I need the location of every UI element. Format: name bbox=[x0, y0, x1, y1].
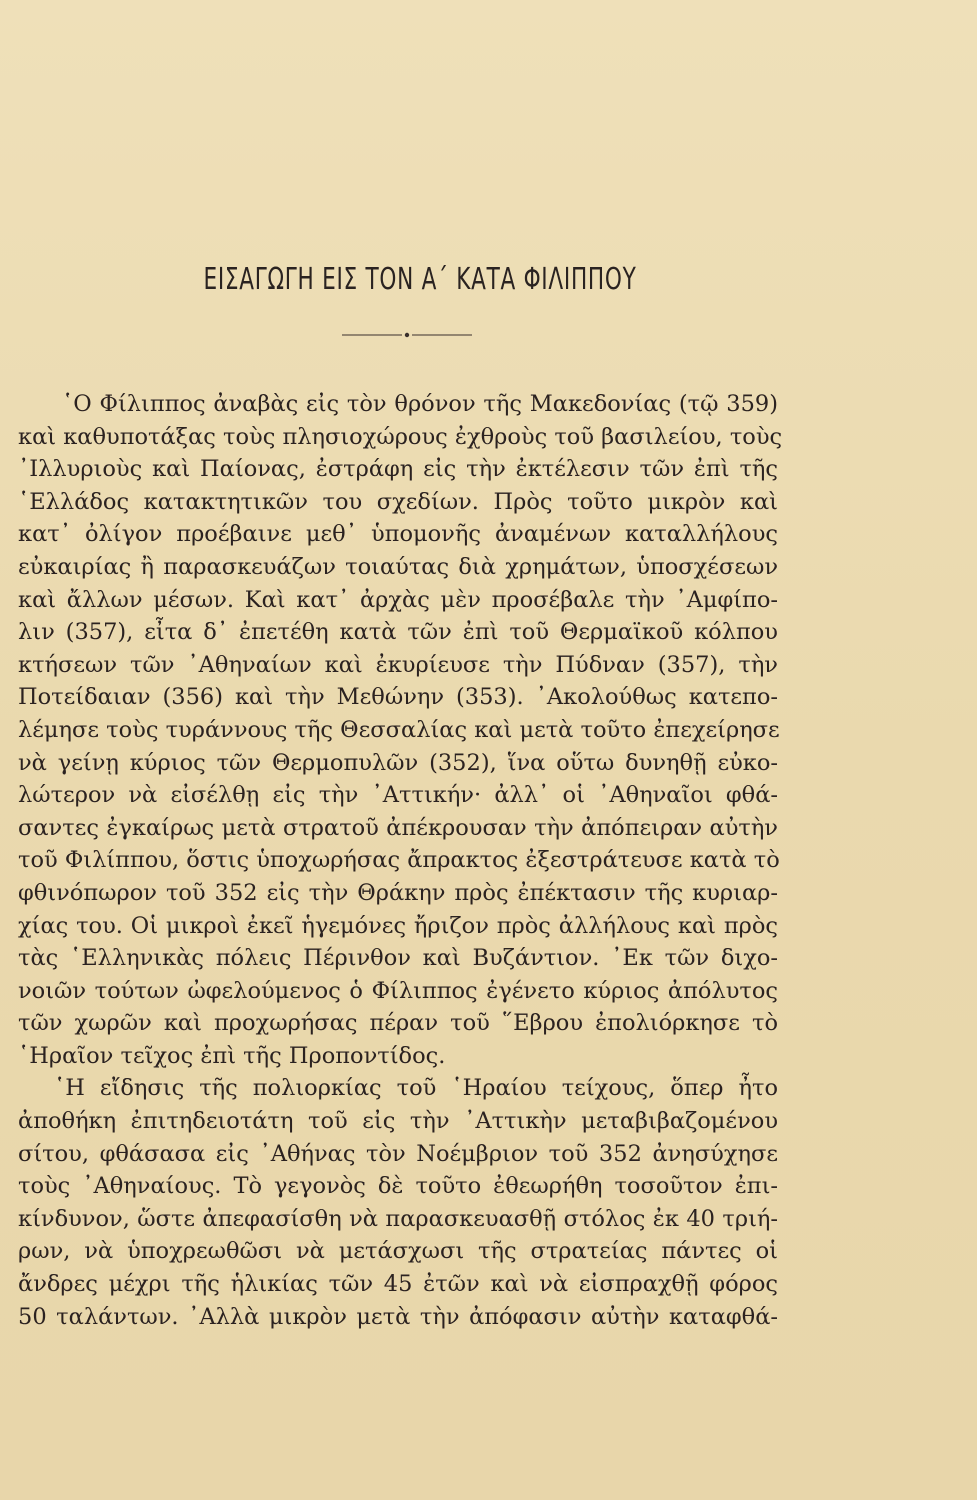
text-line: κτήσεων τῶν ᾽Αθηναίων καὶ ἐκυρίευσε τὴν Πύδναν (357), τὴν bbox=[18, 651, 778, 678]
text-line: τοῦ Φιλίππου, ὅστις ὑποχωρήσας ἄπρακτος ἐξεστράτευσε κατὰ τὸ bbox=[18, 847, 780, 874]
text-line: σαντες ἐγκαίρως μετὰ στρατοῦ ἀπέκρουσαν τὴν ἀπόπειραν αὐτὴν bbox=[18, 814, 778, 841]
text-line: τοὺς ᾽Αθηναίους. Τὸ γεγονὸς δὲ τοῦτο ἐθεωρήθη τοσοῦτον ἐπι- bbox=[18, 1173, 778, 1200]
text-line: ρων, νὰ ὑποχρεωθῶσι νὰ μετάσχωσι τῆς στρατείας πάντες οἱ bbox=[18, 1238, 778, 1265]
text-line: σίτου, φθάσασα εἰς ᾽Αθήνας τὸν Νοέμβριον τοῦ 352 ἀνησύχησε bbox=[18, 1140, 778, 1167]
text-line: νοιῶν τούτων ὠφελούμενος ὁ Φίλιππος ἐγένετο κύριος ἀπόλυτος bbox=[18, 977, 778, 1004]
text-line: κατ᾽ ὀλίγον προέβαινε μεθ᾽ ὑπομονῆς ἀναμένων καταλλήλους bbox=[18, 521, 778, 548]
title-divider-ornament bbox=[342, 330, 472, 340]
paragraph-1 bbox=[18, 388, 783, 1072]
text-line: κίνδυνον, ὥστε ἀπεφασίσθη νὰ παρασκευασθῇ στόλος ἐκ 40 τριή- bbox=[18, 1205, 778, 1232]
page-title: ΕΙΣΑΓΩΓΗ ΕΙΣ ΤΟΝ Α΄ ΚΑΤΑ ΦΙΛΙΠΠΟΥ bbox=[203, 262, 637, 297]
text-line: ῾Η εἴδησις τῆς πολιορκίας τοῦ ῾Ηραίου τείχους, ὅπερ ἦτο bbox=[54, 1075, 778, 1102]
text-line: ῾Ελλάδος κατακτητικῶν του σχεδίων. Πρὸς τοῦτο μικρὸν καὶ bbox=[18, 488, 778, 515]
body-text bbox=[18, 388, 783, 1333]
text-line: Ποτείδαιαν (356) καὶ τὴν Μεθώνην (353). ᾽Ακολούθως κατεπο- bbox=[18, 684, 778, 711]
text-line: ῾Ο Φίλιππος ἀναβὰς εἰς τὸν θρόνον τῆς Μακεδονίας (τῷ 359) bbox=[62, 391, 778, 417]
text-line: καὶ καθυποτάξας τοὺς πλησιοχώρους ἐχθροὺς τοῦ βασιλείου, τοὺς bbox=[18, 423, 783, 450]
text-line: λώτερον νὰ εἰσέλθῃ εἰς τὴν ᾽Αττικήν· ἀλλ᾽ οἱ ᾽Αθηναῖοι φθά- bbox=[18, 782, 778, 809]
text-line: φθινόπωρον τοῦ 352 εἰς τὴν Θράκην πρὸς ἐπέκτασιν τῆς κυριαρ- bbox=[18, 879, 778, 906]
text-line: 50 ταλάντων. ᾽Αλλὰ μικρὸν μετὰ τὴν ἀπόφασιν αὐτὴν καταφθά- bbox=[18, 1303, 778, 1330]
text-line: τῶν χωρῶν καὶ προχωρήσας πέραν τοῦ ῞Εβρου ἐπολιόρκησε τὸ bbox=[18, 1010, 778, 1037]
text-line: νὰ γείνῃ κύριος τῶν Θερμοπυλῶν (352), ἵνα οὕτω δυνηθῇ εὐκο- bbox=[18, 749, 778, 776]
text-line: εὐκαιρίας ἢ παρασκευάζων τοιαύτας διὰ χρημάτων, ὑποσχέσεων bbox=[18, 553, 778, 580]
text-line: ἀποθήκη ἐπιτηδειοτάτη τοῦ εἰς τὴν ᾽Αττικὴν μεταβιβαζομένου bbox=[18, 1108, 778, 1135]
text-line: χίας του. Οἱ μικροὶ ἐκεῖ ἡγεμόνες ἤριζον πρὸς ἀλλήλους καὶ πρὸς bbox=[18, 912, 778, 939]
text-line: τὰς ῾Ελληνικὰς πόλεις Πέρινθον καὶ Βυζάντιον. ᾽Εκ τῶν διχο- bbox=[18, 945, 778, 972]
text-line: λέμησε τοὺς τυράννους τῆς Θεσσαλίας καὶ μετὰ τοῦτο ἐπεχείρησε bbox=[18, 716, 780, 743]
text-line: ἄνδρες μέχρι τῆς ἡλικίας τῶν 45 ἐτῶν καὶ νὰ εἰσπραχθῇ φόρος bbox=[18, 1271, 778, 1298]
paragraph-2 bbox=[18, 1072, 778, 1333]
text-line: ῾Ηραῖον τεῖχος ἐπὶ τῆς Προποντίδος. bbox=[18, 1042, 446, 1069]
text-line: λιν (357), εἶτα δ᾽ ἐπετέθη κατὰ τῶν ἐπὶ τοῦ Θερμαϊκοῦ κόλπου bbox=[18, 619, 778, 646]
text-line: καὶ ἄλλων μέσων. Καὶ κατ᾽ ἀρχὰς μὲν προσέβαλε τὴν ᾽Αμφίπο- bbox=[18, 586, 778, 613]
text-line: ᾽Ιλλυριοὺς καὶ Παίονας, ἐστράφη εἰς τὴν ἐκτέλεσιν τῶν ἐπὶ τῆς bbox=[18, 456, 778, 483]
